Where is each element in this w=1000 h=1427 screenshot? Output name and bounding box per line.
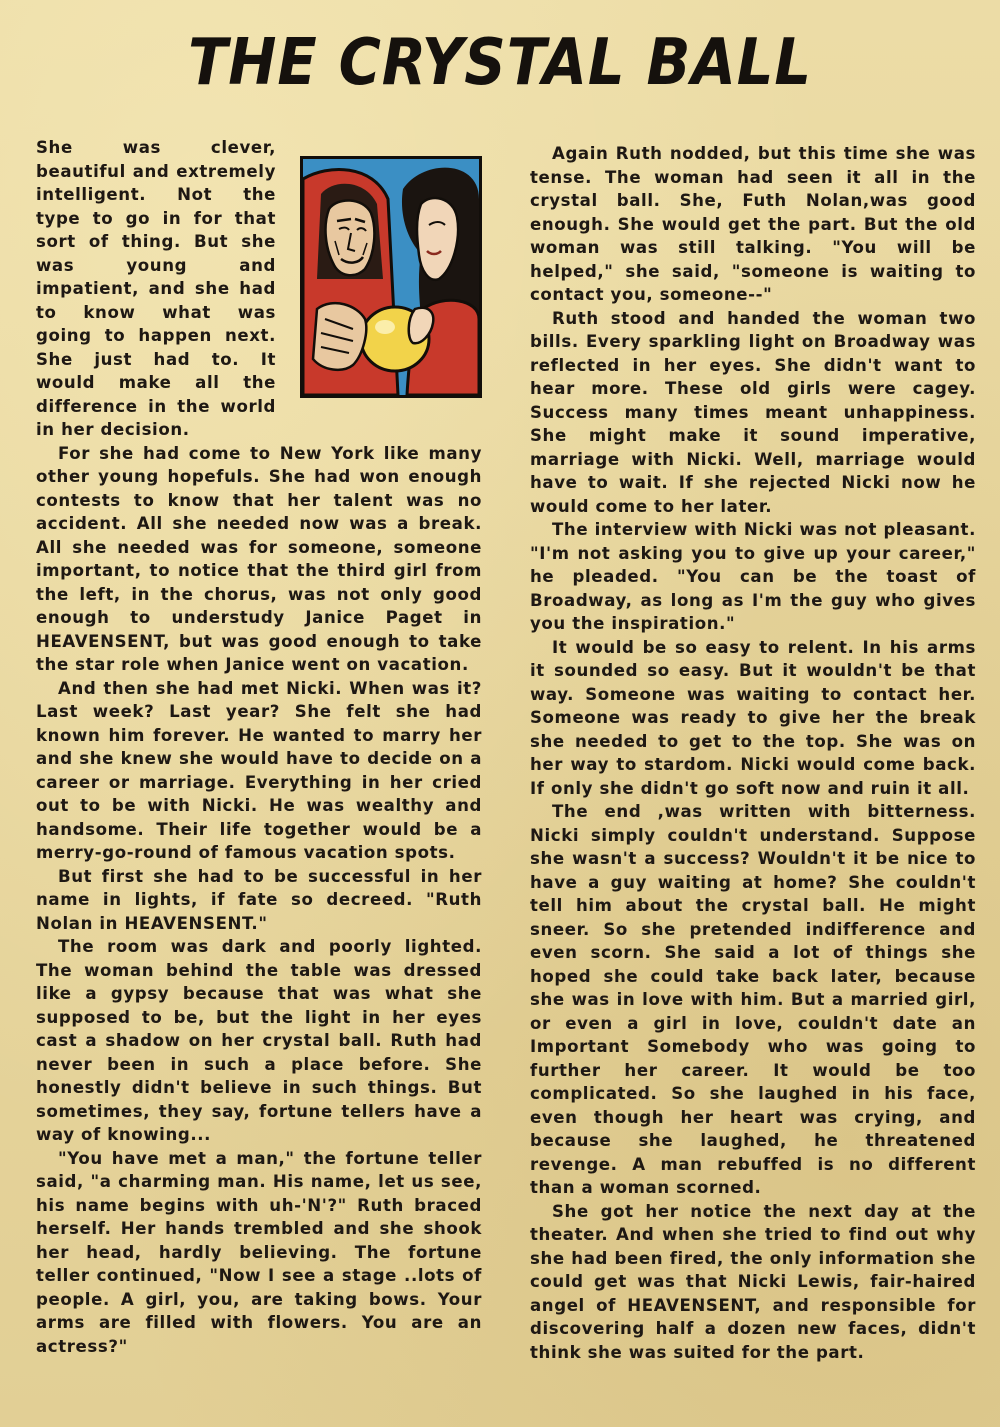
story-paragraph: The end ,was written with bitterness. Nicki simply couldn't understand. Suppose she wasn't a success? Wouldn't it be nice to have a guy waiting at home? She couldn't tell him about the crystal ball. He might sneer. So she pretended indifference and even scorn. She said a lot of things she hoped she could take back later, because she was in love with him. But a married girl, or even a girl in love, couldn't date an Important Somebody who was going to further her career. It would be too complicated. So she laughed in his face, even though her heart was crying, and because she laughed, he threatened revenge. A man rebuffed is no different than a woman scorned. (530, 802, 976, 1197)
illustration-svg (303, 159, 479, 395)
story-paragraph: Again Ruth nodded, but this time she was tense. The woman had seen it all in the crystal ball. She, Futh Nolan,was good enough. She would get the part. But the old woman was still talking. "You will be helped," she said, "someone is waiting to contact you, someone--" (530, 144, 976, 304)
story-paragraph: It would be so easy to relent. In his arms it sounded so easy. But it wouldn't be that way. Someone was waiting to contact her. Someone was ready to give her the break she needed to get to the top. She was on her way to stardom. Nicki would come back. If only she didn't go soft now and ruin it all. (530, 637, 976, 798)
story-paragraph: The room was dark and poorly lighted. The woman behind the table was dressed like a gypsy because that was what she supposed to be, but the light in her eyes cast a shadow on her crystal ball. Ruth had never been in such a place before. She honestly didn't believe in such things. But sometimes, they say, fortune tellers have a way of knowing... (36, 937, 482, 1144)
story-paragraph: "You have met a man," the fortune teller said, "a charming man. His name, let us see, his name begins with uh-'N'?" Ruth braced herself. Her hands trembled and she shook her head, hardly believing. The fortune teller continued, "Now I see a stage ..lots of people. A girl, you, are taking bows. Your arms are filled with flowers. You are an actress?" (36, 1148, 482, 1356)
story-paragraph: But first she had to be successful in her name in lights, if fate so decreed. "Ruth Nolan in HEAVENSENT." (36, 866, 482, 933)
story-paragraph: She got her notice the next day at the theater. And when she tried to find out why she had been fired, the only information she could get was that Nicki Lewis, fair-haired angel of HEAVENSENT, and responsible for discovering half a dozen new faces, didn't think she was suited for the part. (530, 1201, 976, 1362)
fortune-teller-crystal-ball-illustration (300, 156, 482, 398)
story-paragraph: For she had come to New York like many other young hopefuls. She had won enough contests to know that her talent was no accident. All she needed now was a break. All she needed was for someone, someone important, to notice that the third girl from the left, in the chorus, was not only good enough to understudy Janice Paget in HEAVENSENT, but was good enough to take the star role when Janice went on vacation. (36, 443, 482, 674)
right-column (530, 142, 976, 1364)
story-paragraph: Ruth stood and handed the woman two bills. Every sparkling light on Broadway was reflected in her eyes. She didn't want to hear more. These old girls were cagey. Success many times meant unhappiness. She might make it sound imperative, marriage with Nicki. Well, marriage would have to wait. If she rejected Nicki now he would come to her later. (530, 308, 976, 516)
story-title: THE CRYSTAL BALL (188, 26, 812, 100)
story-paragraph: She was clever, beautiful and extremely intelligent. Not the type to go in for that sort of thing. But she was young and impatient, and she had to know what was going to happen next. She just had to. It would make all the difference in the world in her decision. (36, 138, 276, 439)
left-column (36, 136, 482, 1358)
story-paragraph: And then she had met Nicki. When was it? Last week? Last year? She felt she had known him forever. He wanted to marry her and she knew she would have to decide on a career or marriage. Everything in her cried out to be with Nicki. He was wealthy and handsome. Their life together would be a merry-go-round of famous vacation spots. (36, 678, 482, 862)
story-paragraph: The interview with Nicki was not pleasant. "I'm not asking you to give up your career," he pleaded. "You can be the toast of Broadway, as long as I'm the guy who gives you the inspiration." (530, 520, 976, 633)
